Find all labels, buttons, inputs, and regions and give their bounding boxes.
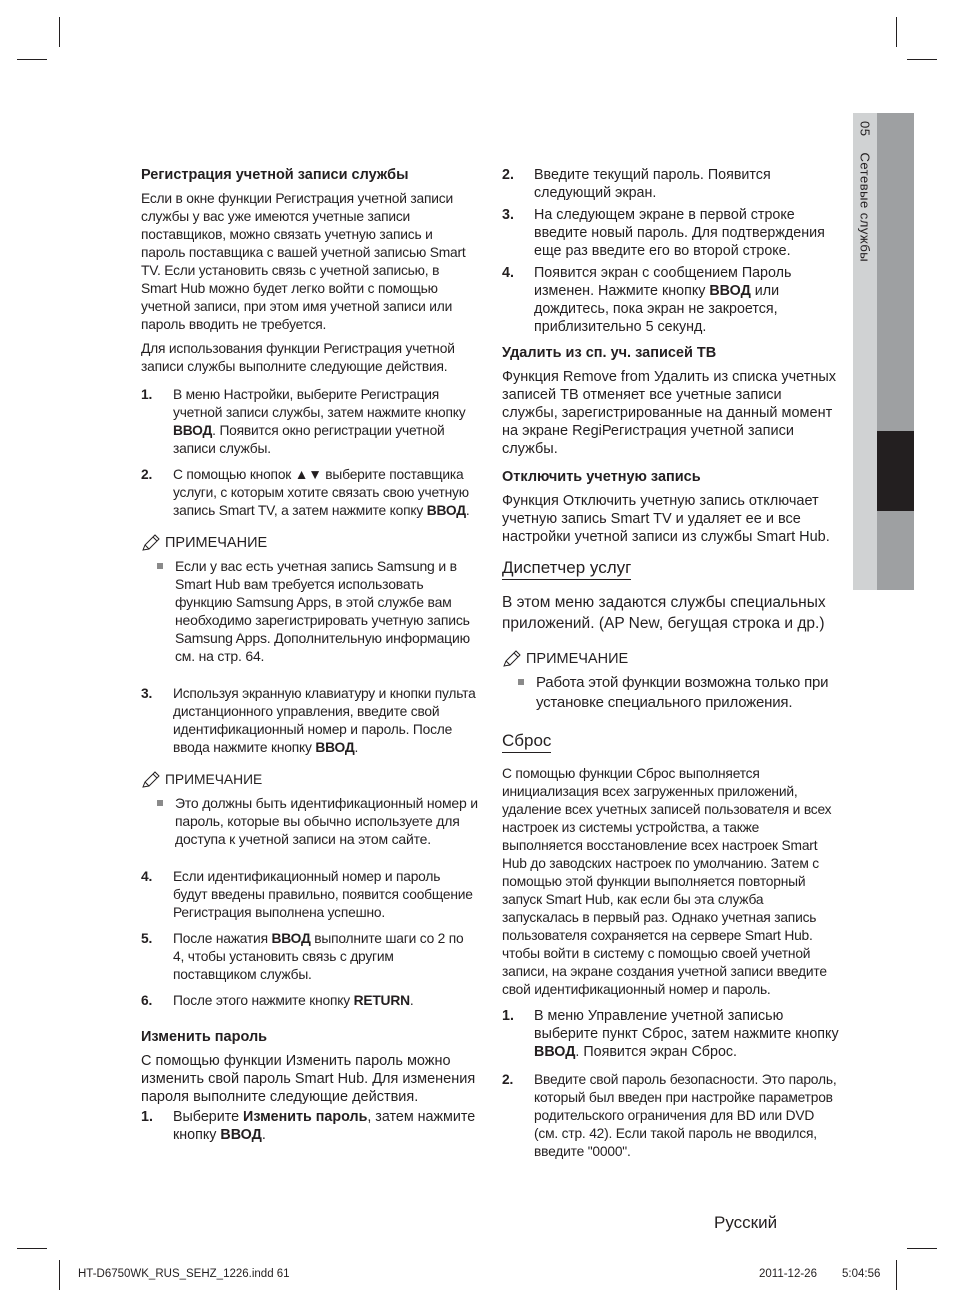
step-number: 6.: [141, 993, 153, 1008]
crop-mark: [59, 17, 60, 47]
note-block: [141, 771, 478, 848]
step-number: 1.: [141, 387, 153, 402]
steps-list: [502, 1007, 840, 1161]
step-item: 2. С помощью кнопок ▲▼ выберите поставщика услуги, с которым хотите связать свою учетную запись Smart TV, а затем нажмите копку ВВОД.: [141, 467, 470, 518]
crop-mark: [907, 59, 937, 60]
step-number: 2.: [502, 1072, 514, 1087]
footer-date: 2011-12-26: [759, 1268, 817, 1280]
pencil-icon: [502, 650, 522, 668]
sidebar-chapter-label: [858, 121, 873, 262]
heading-reset: Сброс: [502, 731, 551, 753]
step-number: 2.: [141, 467, 153, 482]
step-number: 4.: [502, 265, 514, 281]
step-number: 3.: [141, 686, 153, 701]
sidebar-chapter-marker: [877, 431, 914, 511]
right-column: [502, 166, 840, 1169]
step-item: 4. Если идентификационный номер и пароль будут введены правильно, появится сообщение Регистрация выполнена успешно.: [141, 869, 473, 920]
note-item: Это должны быть идентификационный номер и пароль, которые вы обычно используете для доступа к учетной записи на этом сайте.: [141, 794, 478, 848]
pencil-icon: [141, 771, 161, 789]
paragraph: Функция Remove from Удалить из списка учетных записей ТВ отменяет все учетные записи службы, зарегистрированные на данный момент на экране RegiРегистрация учетной записи службы.: [502, 369, 837, 457]
step-item: 1. В меню Настройки, выберите Регистрация учетной записи службы, затем нажмите кнопку ВВОД. Появится окно регистрации учетной записи службы.: [141, 387, 466, 456]
note-block: [141, 534, 478, 665]
step-item: 6. После этого нажмите кнопку RETURN.: [141, 993, 414, 1008]
paragraph: С помощью функции Изменить пароль можно изменить свой пароль Smart Hub. Для изменения пароля выполните следующие действия.: [141, 1053, 476, 1105]
steps-list: [141, 868, 478, 1010]
bullet-square-icon: [518, 679, 524, 685]
step-item: 2. Введите свой пароль безопасности. Это пароль, который был введен при настройке параметров родительского ограничения для BD или DVD (см. стр. 42). Если такой пароль не вводился, введите "0000".: [502, 1072, 837, 1159]
step-item: 1. В меню Управление учетной записью выберите пункт Сброс, затем нажмите кнопку ВВОД. Появится экран Сброс.: [502, 1008, 839, 1060]
paragraph: Для использования функции Регистрация учетной записи службы выполните следующие действия.: [141, 341, 455, 374]
paragraph: Функция Отключить учетную запись отключает учетную запись Smart TV и удаляет ее и все настройки учетной записи из службы Smart Hub.: [502, 493, 830, 545]
pencil-icon: [141, 534, 161, 552]
chapter-number: 05: [857, 121, 873, 137]
steps-list: [141, 1108, 478, 1144]
step-number: 4.: [141, 869, 153, 884]
left-column: [141, 166, 478, 1152]
paragraph: С помощью функции Сброс выполняется инициализация всех загруженных приложений, удаление всех учетных записей пользователя и всех настроек из системы устройства, а также выполняется восстановление всех настроек Smart Hub до заводских настроек по умолчанию. Затем с помощью этой функции выполняется повторный запуск Smart Hub, как если бы эта служба запускалась в первый раз. Однако учетная запись пользователя сохраняется на сервере Smart Hub. чтобы войти в систему с помощью своей учетной записи, на экране создания учетной записи введите свой идентификационный номер и пароль.: [502, 766, 832, 997]
heading-deactivate-account: Отключить учетную запись: [502, 469, 701, 485]
steps-list: [141, 685, 478, 757]
crop-mark: [59, 1260, 60, 1290]
step-number: 5.: [141, 931, 153, 946]
note-heading: ПРИМЕЧАНИЕ: [141, 771, 478, 789]
step-item: 3. На следующем экране в первой строке введите новый пароль. Для подтверждения еще раз введите его во второй строке.: [502, 207, 825, 259]
bullet-square-icon: [157, 563, 163, 569]
step-number: 3.: [502, 207, 514, 223]
steps-list: [502, 166, 840, 336]
sidebar-gray-band: [877, 113, 914, 590]
step-item: 2. Введите текущий пароль. Появится следующий экран.: [502, 167, 771, 201]
steps-list: [141, 386, 478, 520]
step-number: 1.: [141, 1109, 153, 1125]
crop-mark: [896, 17, 897, 47]
note-block: [502, 650, 840, 713]
crop-mark: [17, 59, 47, 60]
crop-mark: [896, 1260, 897, 1290]
step-item: 5. После нажатия ВВОД выполните шаги со 2 по 4, чтобы установить связь с другим поставщиком службы.: [141, 931, 464, 982]
crop-mark: [907, 1248, 937, 1249]
footer-file: HT-D6750WK_RUS_SEHZ_1226.indd 61: [78, 1268, 290, 1280]
paragraph: Если в окне функции Регистрация учетной записи службы у вас уже имеются учетные записи поставщиков, можно связать учетную запись и пароль поставщика с вашей учетной записью Smart TV. Если установить связь с учетной записью, в Smart Hub можно будет легко войти с помощью учетной записи, при этом имя учетной записи или пароль вводить не требуется.: [141, 191, 466, 332]
heading-service-manager: Диспетчер услуг: [502, 558, 631, 580]
step-number: 2.: [502, 167, 514, 183]
note-item: Если у вас есть учетная запись Samsung и в Smart Hub вам требуется использовать функцию Samsung Apps, в этой службе вам необходимо зарегистрировать учетную запись Samsung Apps. Дополнительную информацию см. на стр. 64.: [141, 557, 478, 665]
chapter-title: Сетевые службы: [857, 152, 873, 263]
chapter-sidebar: [853, 113, 914, 590]
heading-service-registration: Регистрация учетной записи службы: [141, 167, 409, 183]
paragraph: В этом меню задаются службы специальных приложений. (AP New, бегущая строка и др.): [502, 594, 826, 632]
step-number: 1.: [502, 1008, 514, 1024]
heading-remove-accounts: Удалить из сп. уч. записей ТВ: [502, 345, 717, 361]
bullet-square-icon: [157, 800, 163, 806]
note-item: Работа этой функции возможна только при установке специального приложения.: [502, 673, 840, 713]
footer-time: 5:04:56: [842, 1268, 881, 1280]
note-heading: ПРИМЕЧАНИЕ: [502, 650, 840, 668]
step-item: 4. Появится экран с сообщением Пароль изменен. Нажмите кнопку ВВОД или дождитесь, пока экран не закроется, приблизительно 5 секунд.: [502, 265, 792, 335]
step-item: 1. Выберите Изменить пароль, затем нажмите кнопку ВВОД.: [141, 1109, 476, 1143]
step-item: 3. Используя экранную клавиатуру и кнопки пульта дистанционного управления, введите свой идентификационный номер и пароль. После ввода нажмите кнопку ВВОД.: [141, 686, 476, 755]
note-heading: ПРИМЕЧАНИЕ: [141, 534, 478, 552]
heading-change-password: Изменить пароль: [141, 1029, 268, 1045]
page-language-label: Русский: [714, 1213, 778, 1232]
crop-mark: [17, 1248, 47, 1249]
